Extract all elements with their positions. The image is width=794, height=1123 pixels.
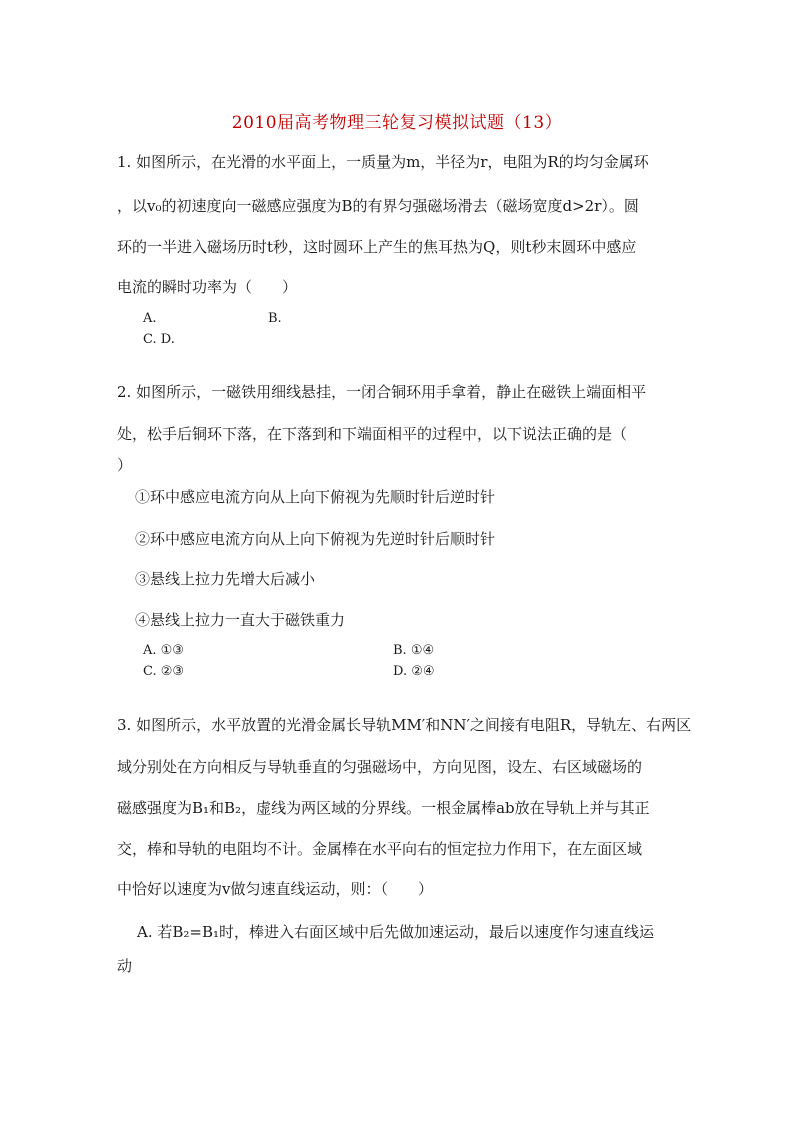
q2-statement-2: ②环中感应电流方向从上向下俯视为先逆时针后顺时针 — [135, 530, 496, 548]
q3-line-5: 中恰好以速度为v做匀速直线运动，则：（ ） — [117, 880, 433, 898]
q1-line-1: 1. 如图所示，在光滑的水平面上，一质量为m，半径为r，电阻为R的均匀金属环 — [117, 153, 649, 171]
q2-line-3: ） — [117, 456, 133, 474]
q2-option-d: D. ②④ — [393, 664, 435, 679]
q3-line-3: 磁感强度为B₁和B₂，虚线为两区域的分界线。一根金属棒ab放在导轨上并与其正 — [117, 799, 650, 817]
page-title: 2010届高考物理三轮复习模拟试题（13） — [231, 113, 563, 133]
q2-statement-3: ③悬线上拉力先增大后减小 — [135, 570, 316, 588]
q1-line-3: 环的一半进入磁场历时t秒，这时圆环上产生的焦耳热为Q，则t秒末圆环中感应 — [117, 238, 637, 256]
q1-option-b: B. — [268, 311, 282, 326]
q3-option-a-line-1: A. 若B₂=B₁时，棒进入右面区域中后先做加速运动，最后以速度作匀速直线运 — [137, 923, 655, 941]
q2-line-2: 处，松手后铜环下落，在下落到和下端面相平的过程中，以下说法正确的是（ — [117, 425, 628, 443]
q1-line-4: 电流的瞬时功率为（ ） — [117, 278, 298, 296]
q2-statement-1: ①环中感应电流方向从上向下俯视为先顺时针后逆时针 — [135, 488, 496, 506]
q1-line-2: ，以v₀的初速度向一磁感应强度为B的有界匀强磁场滑去（磁场宽度d>2r）。圆 — [117, 197, 639, 215]
q2-statement-4: ④悬线上拉力一直大于磁铁重力 — [135, 611, 346, 629]
q3-line-4: 交，棒和导轨的电阻均不计。金属棒在水平向右的恒定拉力作用下，在左面区域 — [117, 840, 643, 858]
q3-line-2: 域分别处在方向相反与导轨垂直的匀强磁场中，方向见图，设左、右区域磁场的 — [117, 758, 643, 776]
q2-option-b: B. ①④ — [393, 643, 435, 658]
q1-option-a: A. — [143, 311, 157, 326]
q3-option-a-line-2: 动 — [117, 957, 133, 975]
q2-option-a: A. ①③ — [143, 643, 184, 658]
q3-line-1: 3. 如图所示，水平放置的光滑金属长导轨MM′和NN′之间接有电阻R，导轨左、右两区 — [117, 716, 692, 734]
q2-option-c: C. ②③ — [143, 664, 185, 679]
q1-option-cd: C. D. — [143, 332, 175, 347]
q2-line-1: 2. 如图所示，一磁铁用细线悬挂，一闭合铜环用手拿着，静止在磁铁上端面相平 — [117, 383, 647, 401]
